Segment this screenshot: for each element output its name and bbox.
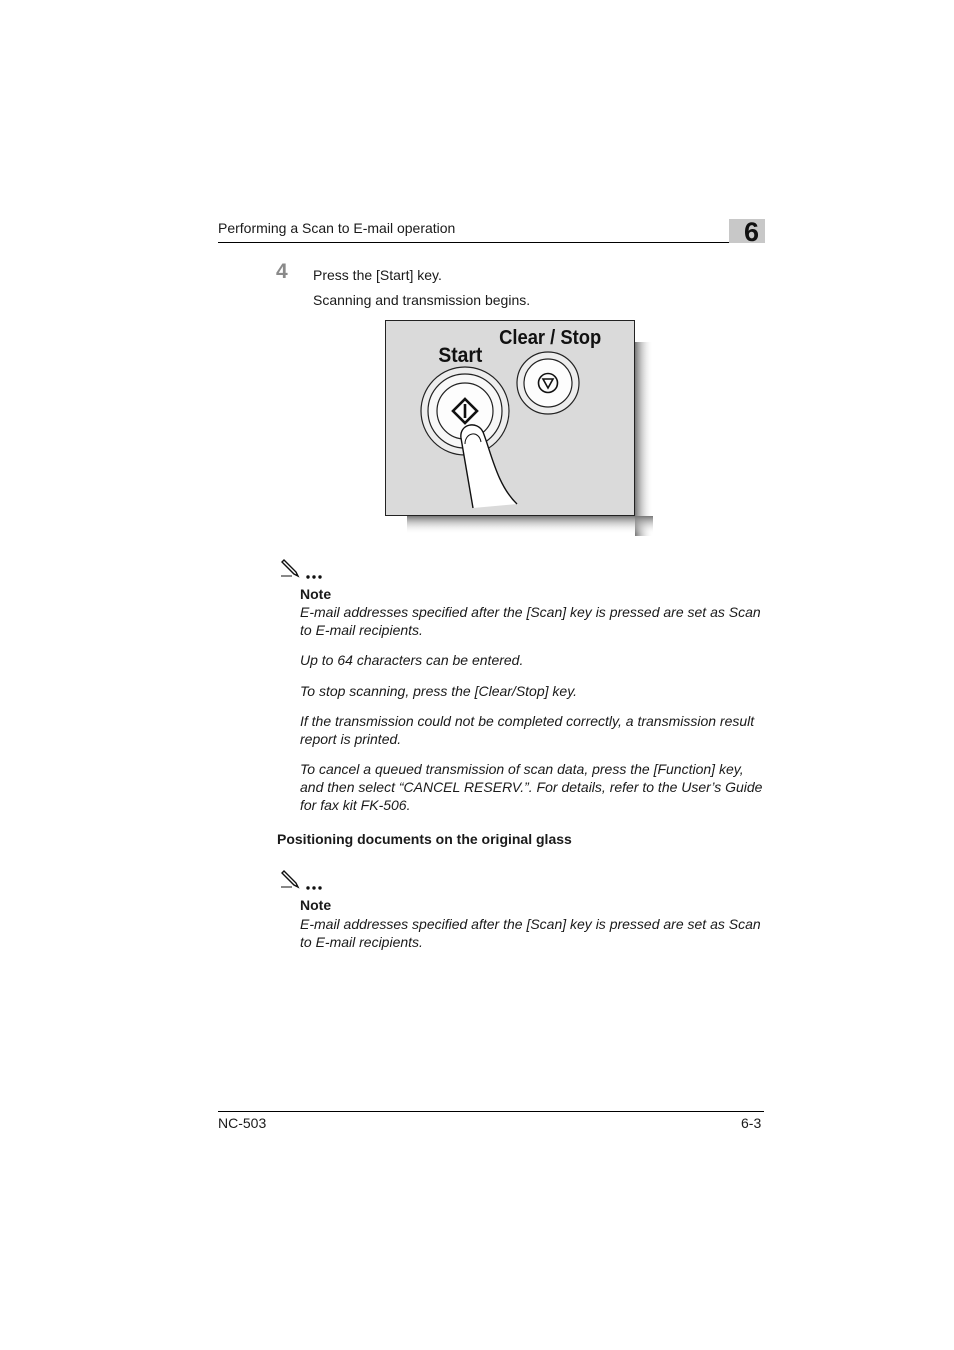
note-paragraph: If the transmission could not be completed correctly, a transmission result report is printed. [300, 713, 755, 747]
section-heading: Positioning documents on the original glass [277, 831, 572, 847]
control-panel-illustration [385, 320, 655, 536]
step-instruction: Press the [Start] key. [313, 267, 442, 283]
note-label: Note [300, 897, 332, 913]
chapter-number: 6 [744, 217, 760, 247]
note-paragraph: To stop scanning, press the [Clear/Stop] key. [300, 683, 578, 699]
running-header: Performing a Scan to E-mail operation [218, 220, 456, 236]
clear-stop-key [517, 352, 579, 414]
panel-shadow-right [635, 342, 653, 536]
note-paragraph: E-mail addresses specified after the [Scan] key is pressed are set as Scan to E-mail recipients. [300, 604, 761, 638]
note-paragraph: To cancel a queued transmission of scan data, press the [Function] key, and then select “CANCEL RESERV.”. For details, refer to the User’s Guide for fax kit FK-506. [300, 761, 763, 813]
note-paragraph: E-mail addresses specified after the [Scan] key is pressed are set as Scan to E-mail recipients. [300, 916, 761, 950]
header-rule [218, 242, 764, 243]
start-key-label: Start [438, 344, 483, 368]
note-paragraph: Up to 64 characters can be entered. [300, 652, 524, 668]
note-pencil-icon [278, 556, 328, 582]
step-number: 4 [276, 260, 288, 283]
clear-stop-key-label: Clear / Stop [499, 327, 602, 350]
note-pencil-icon [278, 867, 328, 893]
footer-page-number: 6-3 [741, 1115, 762, 1131]
footer-model: NC-503 [218, 1115, 267, 1131]
note-label: Note [300, 586, 332, 602]
step-result: Scanning and transmission begins. [313, 292, 531, 308]
footer-rule [218, 1111, 764, 1112]
panel-shadow-bottom [407, 516, 653, 534]
